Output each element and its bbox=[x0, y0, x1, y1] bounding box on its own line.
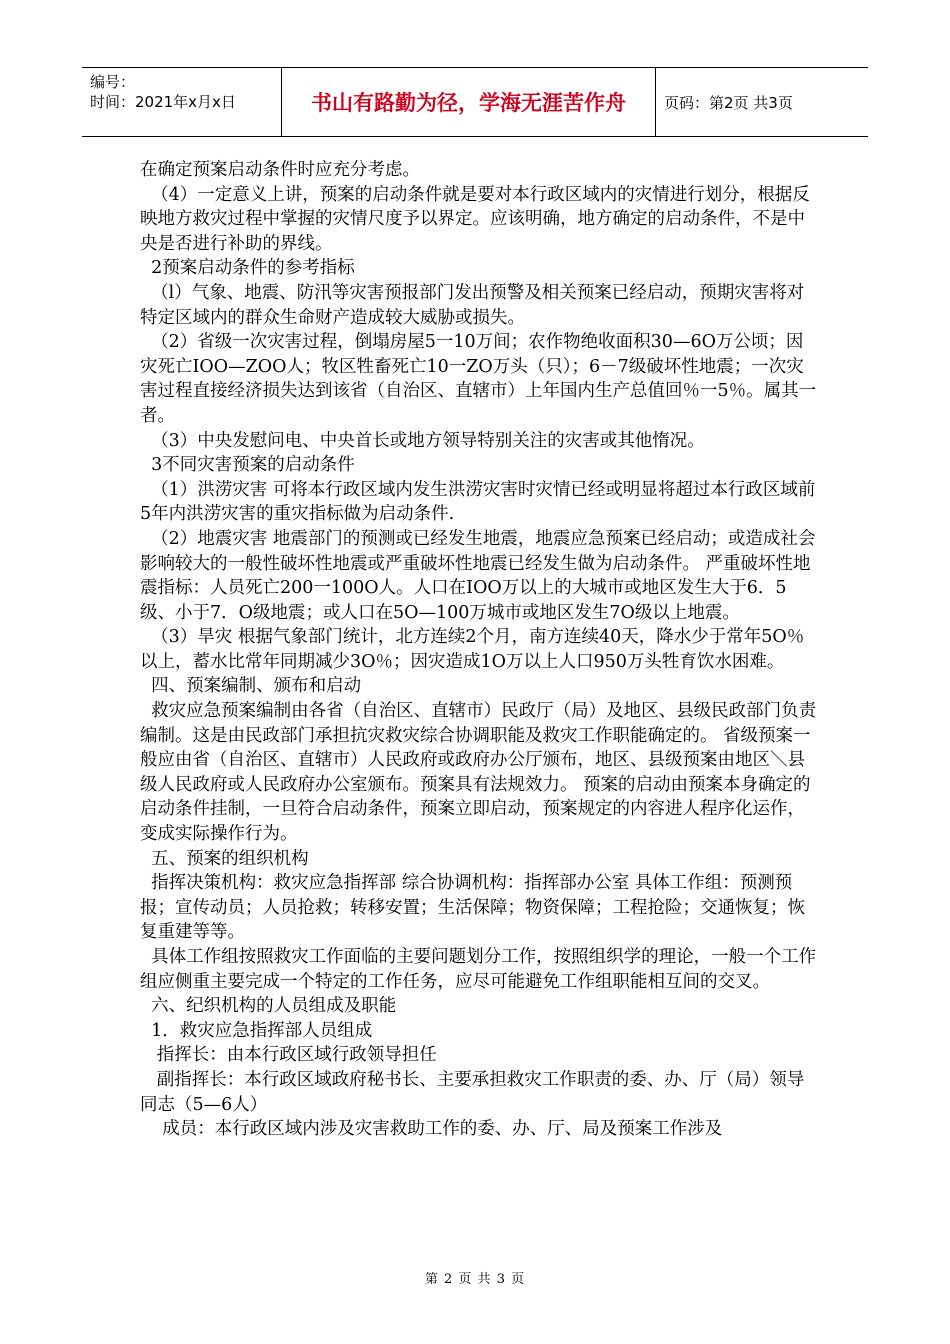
paragraph: （2）地震灾害 地震部门的预测或已经发生地震，地震应急预案已经启动；或造成社会影响较大的一般性破坏性地震或严重破坏性地震已经发生做为启动条件。 严重破坏性地震指标：人员死亡200一100O人。人口在IOO万以上的大城市或地区发生大于6．5级、小于7．O级地震；或人口在5O—100万城市或地区发生7O级以上地震。 bbox=[140, 528, 816, 623]
paragraph: 1．救灾应急指挥部人员组成 bbox=[140, 1020, 373, 1041]
page-header bbox=[82, 67, 868, 137]
document-body bbox=[140, 158, 820, 1142]
paragraph: 救灾应急预案编制由各省（自治区、直辖市）民政厅（局）及地区、县级民政部门负责编制。这是由民政部门承担抗灾救灾综合协调职能及救灾工作职能确定的。 省级预案一般应由省（自治区、直辖市）人民政府或政府办公厅颁布，地区、县级预案由地区＼县级人民政府或人民政府办公室颁布。预案具有法规效力。 预案的启动由预案本身确定的启动条件挂制，一旦符合启动条件，预案立即启动，预案规定的内容进人程序化运作，变成实际操作行为。 bbox=[140, 701, 817, 845]
paragraph: 具体工作组按照救灾工作面临的主要问题划分工作，按照组织学的理论，一般一个工作组应侧重主要完成一个特定的工作任务，应尽可能避免工作组职能相互间的交叉。 bbox=[140, 947, 817, 992]
paragraph: 副指挥长：本行政区域政府秘书长、主要承担救灾工作职责的委、办、厅（局）领导同志（5—6人） bbox=[140, 1069, 805, 1115]
header-motto: 书山有路勤为径，学海无涯苦作舟 bbox=[282, 68, 656, 136]
paragraph: 五、预案的组织机构 bbox=[140, 848, 309, 869]
paragraph: 四、预案编制、颁布和启动 bbox=[140, 676, 362, 697]
paragraph: （l）气象、地震、防汛等灾害预报部门发出预警及相关预案已经启动，预期灾害将对特定区域内的群众生命财产造成较大威胁或损失。 bbox=[140, 282, 805, 328]
paragraph: 成员：本行政区域内涉及灾害救助工作的委、办、厅、局及预案工作涉及 bbox=[140, 1119, 723, 1140]
paragraph: 指挥决策机构：救灾应急指挥部 综合协调机构：指挥部办公室 具体工作组：预测预报；宣传动员；人员抢救；转移安置；生活保障；物资保障；工程抢险；交通恢复；恢复重建等等。 bbox=[140, 873, 805, 943]
header-meta bbox=[82, 68, 282, 136]
page-footer: 第 2 页 共 3 页 bbox=[424, 1272, 526, 1287]
paragraph: （4）一定意义上讲，预案的启动条件就是要对本行政区域内的灾情进行划分，根据反映地方救灾过程中掌握的灾情尺度予以界定。应该明确，地方确定的启动条件，不是中央是否进行补助的界线。 bbox=[140, 184, 810, 254]
paragraph: 在确定预案启动条件时应充分考虑。 bbox=[140, 160, 420, 180]
paragraph: 六、纪织机构的人员组成及职能 bbox=[140, 996, 397, 1017]
paragraph: （1）洪涝灾害 可将本行政区域内发生洪涝灾害时灾情已经或明显将超过本行政区域前5年内洪涝灾害的重灾指标做为启动条件. bbox=[140, 479, 816, 525]
paragraph: 3不同灾害预案的启动条件 bbox=[140, 455, 355, 476]
paragraph: （3）中央发慰问电、中央首长或地方领导特别关注的灾害或其他惰况。 bbox=[140, 430, 705, 451]
paragraph: （3）旱灾 根据气象部门统计，北方连续2个月，南方连续40天，降水少于常年5O％以上，蓄水比常年同期减少3O％；因灾造成1O万以上人口950万头牲育饮水困难。 bbox=[140, 627, 805, 672]
paragraph: 指挥长：由本行政区域行政领导担任 bbox=[140, 1045, 437, 1066]
header-page-label: 页码：第2页 共3页 bbox=[664, 93, 793, 112]
paragraph: （2）省级一次灾害过程，倒塌房屋5一10万间；农作物绝收面积30—6O万公顷；因灾死亡IOO—ZOO人；牧区牲畜死亡10一ZO万头（只）；6－7级破坏性地震；一次灾害过程直接经济损失达到该省（自治区、直辖市）上年国内生产总值回％一5％。属其一者。 bbox=[140, 332, 817, 426]
time-label: 时间：2021年x月x日 bbox=[90, 93, 236, 111]
serial-label: 编号： bbox=[90, 73, 136, 91]
paragraph: 2预案启动条件的参考指标 bbox=[140, 258, 355, 279]
